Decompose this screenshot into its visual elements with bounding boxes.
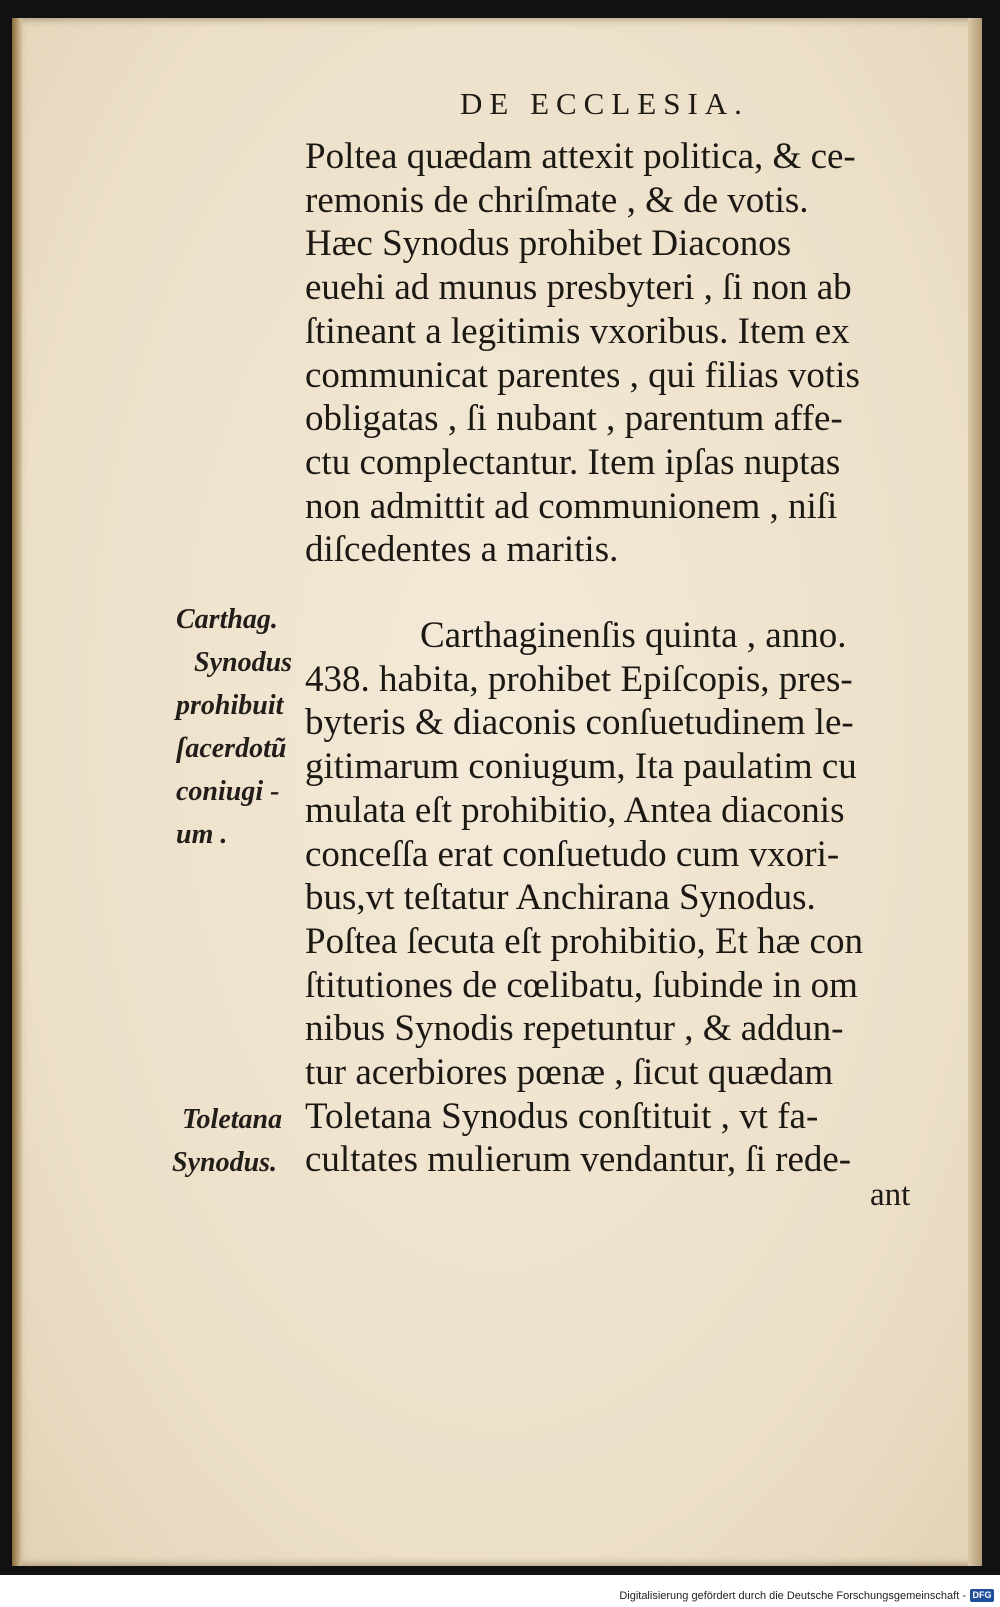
page-edge — [968, 18, 982, 1566]
text-line: diſcedentes a maritis. — [305, 529, 619, 571]
text-line: non admittit ad communionem , niſi — [305, 485, 838, 527]
text-line: ſtineant a legitimis vxoribus. Item ex — [305, 310, 850, 352]
dfg-logo-icon[interactable]: DFG — [970, 1589, 994, 1602]
text-line: Poltea quædam attexit politica, & ce- — [305, 136, 856, 177]
marginal-line: coniugi - — [176, 776, 280, 807]
text-line: Hæc Synodus prohibet Diaconos — [305, 223, 792, 265]
footer-credit: Digitalisierung gefördert durch die Deutsche Forschungsgemeinschaft - — [619, 1590, 966, 1602]
marginal-line: prohibuit — [176, 690, 284, 721]
text-line: remonis de chriſmate , & de votis. — [305, 179, 809, 221]
text-line: bus,vt teſtatur Anchirana Synodus. — [305, 877, 816, 919]
marginal-line: um . — [176, 819, 228, 850]
marginal-line: Synodus — [194, 647, 293, 678]
text-line: 438. habita, prohibet Epiſcopis, pres- — [305, 658, 853, 700]
text-line: mulata eſt prohibitio, Antea diaconis — [305, 789, 845, 831]
text-line: ſtitutiones de cœlibatu, ſubinde in om — [305, 964, 858, 1006]
text-line: conceſſa erat conſuetudo cum vxori- — [305, 833, 840, 875]
marginal-note-toletana — [172, 1098, 282, 1184]
text-line: byteris & diaconis conſuetudinem le- — [305, 702, 854, 744]
paragraph-gap — [305, 572, 930, 614]
text-line: gitimarum coniugum, Ita paulatim cu — [305, 746, 857, 788]
marginal-note-carthago — [176, 598, 292, 856]
body-text — [305, 135, 930, 1182]
marginal-line: Toletana — [182, 1104, 283, 1135]
running-head: DE ECCLESIA. — [460, 86, 749, 121]
text-line: Toletana Synodus conſtituit , vt fa- — [305, 1095, 819, 1137]
text-line: nibus Synodis repetuntur , & addun- — [305, 1008, 844, 1050]
text-line: communicat parentes , qui filias votis — [305, 354, 860, 396]
text-line: cultates mulierum vendantur, ſi rede- — [305, 1139, 852, 1181]
paragraph-1 — [305, 135, 930, 572]
text-line: tur acerbiores pœnæ , ſicut quædam — [305, 1052, 834, 1094]
catchword: ant — [870, 1177, 911, 1213]
text-line: obligatas , ſi nubant , parentum affe- — [305, 398, 843, 440]
text-line: Poſtea ſecuta eſt prohibitio, Et hæ con — [305, 920, 863, 962]
paragraph-2 — [305, 614, 930, 1182]
marginal-line: Synodus. — [172, 1147, 278, 1178]
page-gutter-shadow — [12, 18, 22, 1566]
text-line: Carthaginenſis quinta , anno. — [420, 615, 847, 657]
marginal-line: ſacerdotũ — [176, 733, 287, 764]
text-line: euehi ad munus presbyteri , ſi non ab — [305, 267, 852, 309]
marginal-line: Carthag. — [176, 604, 278, 635]
text-line: ctu complectantur. Item ipſas nuptas — [305, 441, 841, 483]
